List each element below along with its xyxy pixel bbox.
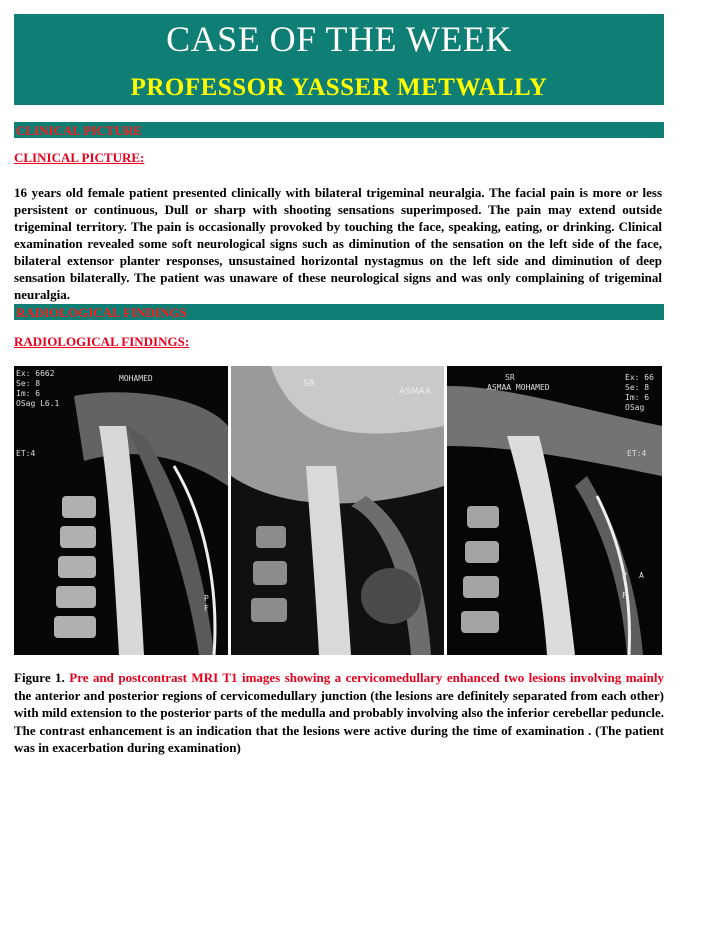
svg-text:SR: SR (303, 379, 315, 389)
svg-text:SR: SR (505, 373, 515, 382)
svg-text:MOHAMED: MOHAMED (119, 374, 153, 383)
clinical-paragraph: 16 years old female patient presented clinically with bilateral trigeminal neuralgia. The facial pain is more or less persistent or continuous, Dull or sharp with shooting sensations superimposed. The pain may extend outside trigeminal territory. The pain is occasionally provoked by touching the face, speaking, eating, or drinking. Clinical examination revealed some soft neurological signs such as diminution of the sensation on the left side of the face, bilateral extensor planter responses, unsustained horizontal nystagmus on the left side and diminution of deep sensation bilaterally. The patient was unaware of these neurological signs and was only complaining of trigeminal neuralgia. (14, 185, 662, 302)
svg-text:Im: 6: Im: 6 (16, 389, 41, 398)
figure-label: Figure 1. (14, 670, 65, 685)
svg-text:OSag L6.1: OSag L6.1 (16, 399, 60, 408)
author-name: PROFESSOR YASSER METWALLY (130, 74, 548, 101)
svg-text:A: A (639, 571, 644, 580)
svg-text:ASMAA: ASMAA (399, 387, 432, 397)
section-bar-clinical-label: CLINICAL PICTURE (16, 123, 143, 138)
section-bar-clinical (14, 122, 664, 138)
radiology-heading: RADIOLOGICAL FINDINGS: (14, 334, 190, 349)
mri-image-left (14, 366, 228, 655)
figure-caption (14, 669, 664, 757)
svg-text:Ex: 66: Ex: 66 (625, 373, 654, 382)
svg-text:ET:4: ET:4 (627, 449, 647, 458)
header-banner (14, 14, 664, 105)
clinical-heading: CLINICAL PICTURE: (14, 150, 145, 165)
svg-text:ASMAA MOHAMED: ASMAA MOHAMED (487, 383, 550, 392)
figure-caption-body: the anterior and posterior regions of cervicomedullary junction (the lesions are definitely separated from each other) with mild extension to the posterior parts of the medulla and probably involving also the inferior cerebellar peduncle. The contrast enhancement is an indication that the lesions were active during the time of examination . (The patient was in exacerbation during examination) (14, 687, 664, 755)
svg-text:Ex: 6662: Ex: 6662 (16, 369, 55, 378)
figure-caption-highlight: Pre and postcontrast MRI T1 images showing a cervicomedullary enhanced two lesions involving mainly (69, 670, 664, 685)
svg-text:Se: 8: Se: 8 (16, 379, 41, 388)
svg-text:Im: 6: Im: 6 (625, 393, 650, 402)
mri-image-right (447, 366, 662, 655)
page-title: CASE OF THE WEEK (166, 19, 512, 59)
section-bar-radiology (14, 304, 664, 320)
svg-text:F: F (204, 604, 209, 613)
svg-text:F: F (622, 591, 627, 600)
svg-text:P: P (204, 594, 209, 603)
mri-image-middle (231, 366, 444, 655)
section-bar-radiology-label: RADIOLOGICAL FINDINGS (16, 305, 187, 320)
svg-text:P: P (622, 571, 627, 580)
svg-text:ET:4: ET:4 (16, 449, 36, 458)
svg-text:Se: 8: Se: 8 (625, 383, 650, 392)
svg-text:OSag: OSag (625, 403, 645, 412)
